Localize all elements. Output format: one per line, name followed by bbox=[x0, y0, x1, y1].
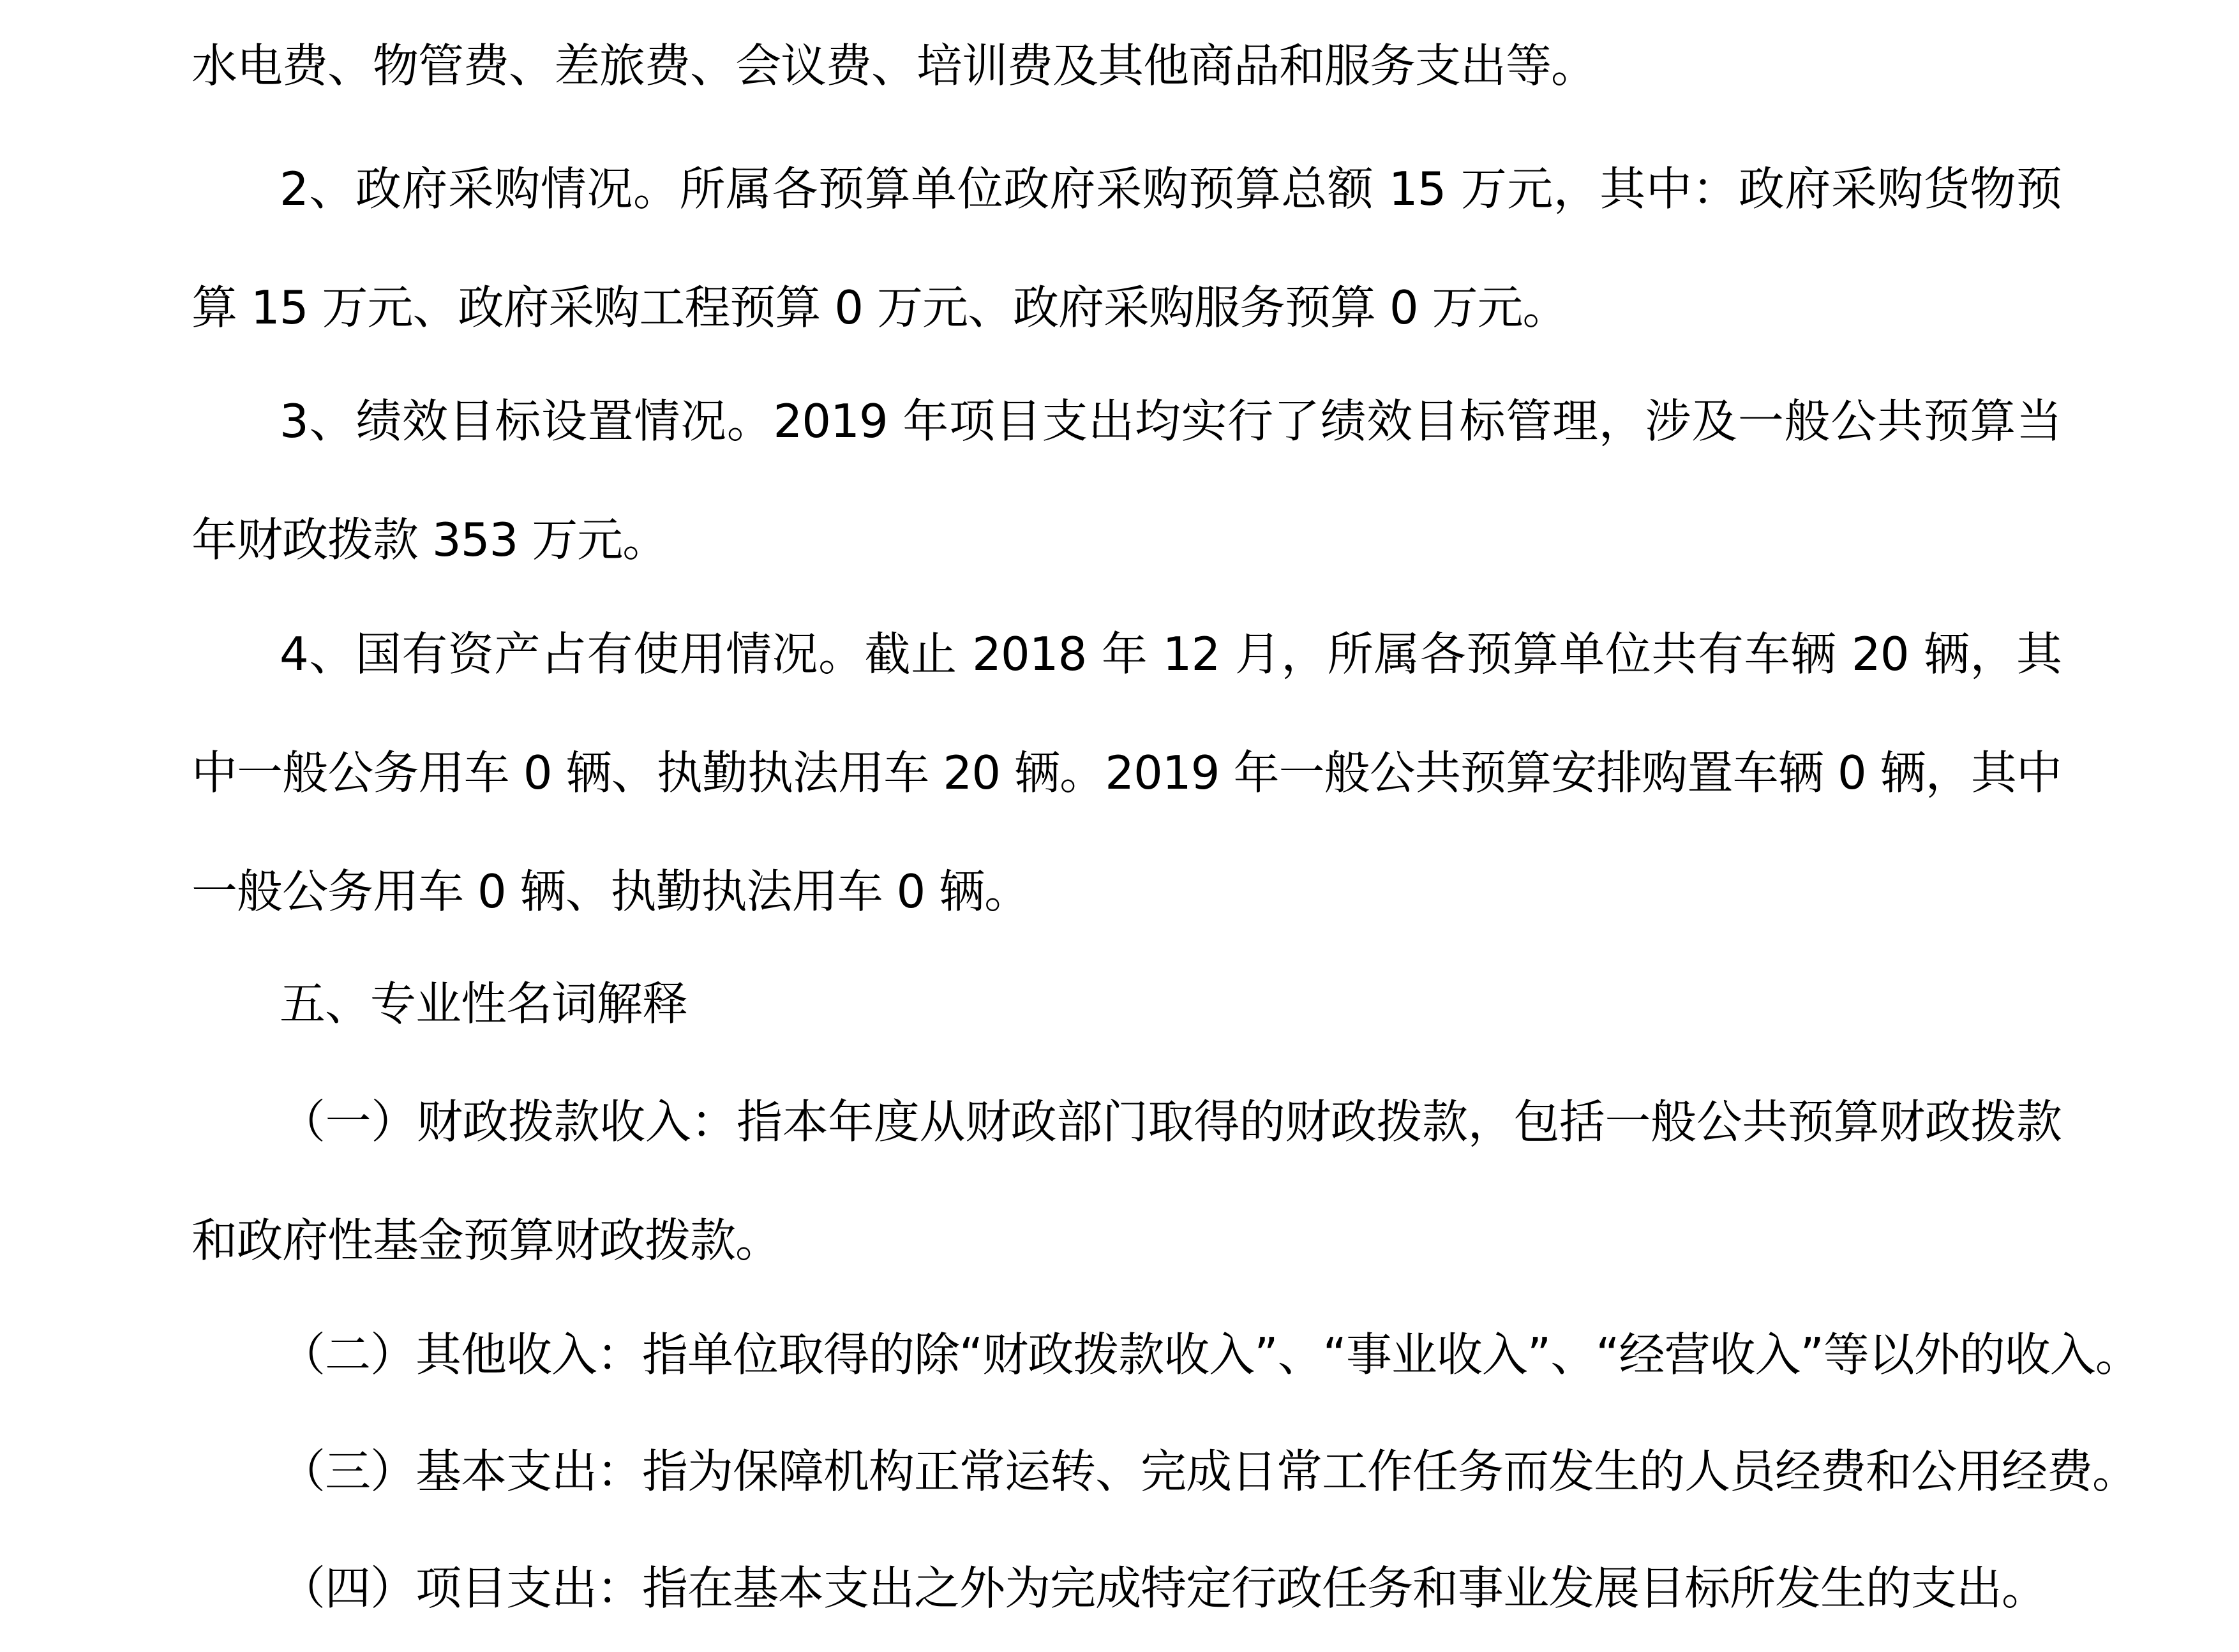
paragraph-project-expenditure: （四）项目支出：指在基本支出之外为完成特定行政任务和事业发展目标所发生的支出。 bbox=[280, 1561, 2048, 1615]
paragraph-government-procurement: 2、政府采购情况。所属各预算单位政府采购预算总额 15 万元，其中：政府采购货物预算 15 万元、政府采购工程预算 0 万元、政府采购服务预算 0 万元。 bbox=[191, 162, 2062, 334]
paragraph-performance-goals: 3、绩效目标设置情况。2019 年项目支出均实行了绩效目标管理，涉及一般公共预算当年财政拨款 353 万元。 bbox=[191, 394, 2062, 567]
paragraph-state-assets: 4、国有资产占有使用情况。截止 2018 年 12 月，所属各预算单位共有车辆 20 辆，其中一般公务用车 0 辆、执勤执法用车 20 辆。2019 年一般公共预算安排购置车辆 0 辆，其中一般公务用车 0 辆、执勤执法用车 0 辆。 bbox=[191, 627, 2062, 918]
paragraph-expense-items: 水电费、物管费、差旅费、会议费、培训费及其他商品和服务支出等。 bbox=[191, 39, 1597, 93]
paragraph-fiscal-appropriation-income: （一）财政拨款收入：指本年度从财政部门取得的财政拨款，包括一般公共预算财政拨款和政府性基金预算财政拨款。 bbox=[191, 1095, 2062, 1267]
paragraph-basic-expenditure: （三）基本支出：指为保障机构正常运转、完成日常工作任务而发生的人员经费和公用经费。 bbox=[280, 1445, 2138, 1498]
section-heading-terms: 五、专业性名词解释 bbox=[280, 977, 688, 1031]
paragraph-other-income: （二）其他收入：指单位取得的除“财政拨款收入”、“事业收入”、“经营收入”等以外的收入。 bbox=[280, 1328, 2141, 1381]
